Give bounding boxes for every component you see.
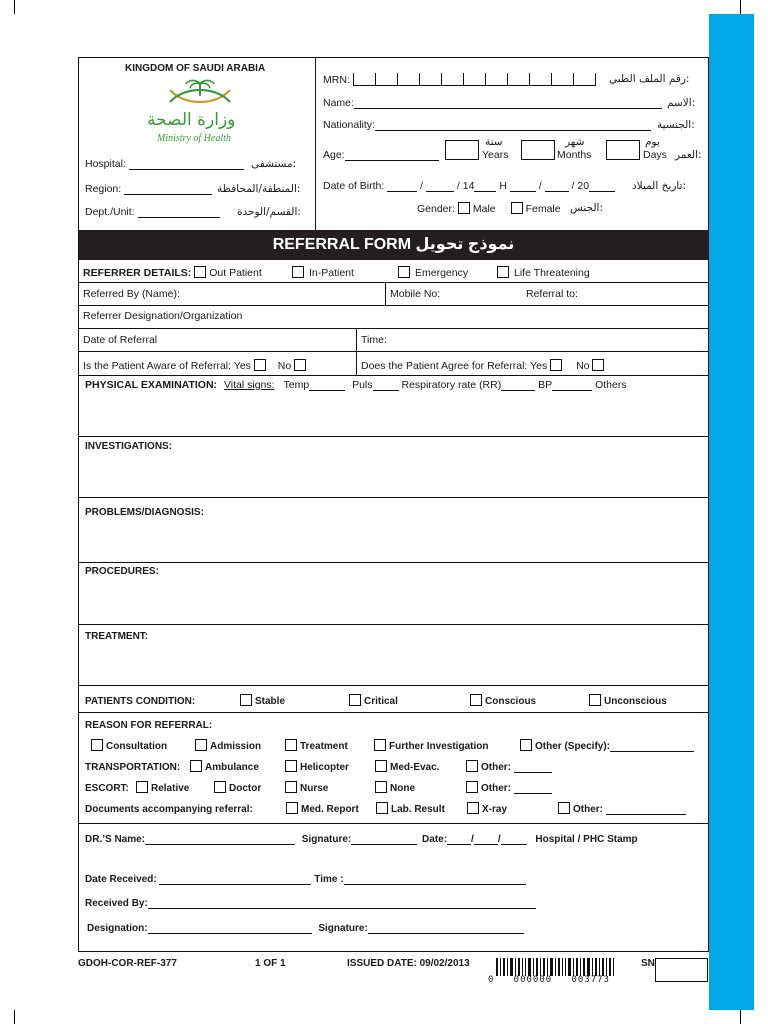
dept-label-en: Dept./Unit: — [85, 206, 135, 218]
dept-field[interactable] — [138, 209, 220, 218]
section-line — [79, 624, 708, 625]
escort-other-label: Other: — [481, 783, 511, 794]
dob-label-en: Date of Birth: — [323, 180, 385, 192]
further-investigation-checkbox[interactable] — [374, 739, 386, 751]
region-label — [85, 183, 212, 195]
gender-label-ar: :الجنس — [570, 202, 603, 214]
aware-no-checkbox[interactable] — [294, 359, 306, 371]
dr-date-year-field[interactable] — [501, 836, 527, 845]
age-months-ar: شهر — [565, 136, 585, 148]
transport-other-label: Other: — [481, 762, 511, 773]
dob-greg-year-field[interactable] — [589, 183, 615, 192]
conscious-option — [470, 694, 536, 707]
life-threatening-option — [497, 266, 590, 279]
age-label-en: Age: — [323, 149, 345, 161]
ambulance-label: Ambulance — [205, 762, 259, 773]
section-line — [79, 497, 708, 498]
documents-other-checkbox[interactable] — [558, 802, 570, 814]
lab-result-checkbox[interactable] — [376, 802, 388, 814]
female-checkbox[interactable] — [511, 202, 523, 214]
time-label: Time: — [361, 334, 387, 346]
age-field[interactable] — [345, 152, 439, 161]
consultation-label: Consultation — [106, 741, 168, 752]
dob-day-field[interactable] — [387, 183, 417, 192]
transport-other-checkbox[interactable] — [466, 760, 478, 772]
rr-label: Respiratory rate (RR) — [401, 379, 502, 391]
out-patient-checkbox[interactable] — [194, 266, 206, 278]
hospital-label-ar: :مستشفى — [251, 158, 297, 170]
nationality-label-en: Nationality: — [323, 119, 375, 131]
row-line — [79, 375, 708, 376]
mobile-label: Mobile No: — [390, 288, 441, 300]
referral-to-label: Referral to: — [526, 288, 578, 300]
hospital-label — [85, 158, 244, 170]
documents-other-label: Other: — [573, 804, 603, 815]
form-title-banner: REFERRAL FORM نموذج تحويل — [79, 230, 708, 260]
ambulance-checkbox[interactable] — [190, 760, 202, 772]
dob-label-ar: :تاريخ الميلاد — [632, 180, 687, 192]
section-line — [79, 712, 708, 713]
mrn-field[interactable] — [353, 73, 596, 86]
row-line — [79, 305, 708, 306]
treatment-checkbox[interactable] — [285, 739, 297, 751]
age-years-ar: سنة — [485, 136, 503, 148]
male-label: Male — [472, 203, 496, 215]
page-count: 1 OF 1 — [255, 958, 286, 969]
doctor-label: Doctor — [229, 783, 262, 794]
helicopter-checkbox[interactable] — [285, 760, 297, 772]
transport-other-field[interactable] — [514, 764, 552, 773]
lab-result-option — [376, 802, 445, 815]
section-line — [79, 823, 708, 824]
dr-name-row — [85, 834, 638, 845]
aware-yes-checkbox[interactable] — [254, 359, 266, 371]
agree-yes-checkbox[interactable] — [550, 359, 562, 371]
dr-date-sep: / — [497, 834, 501, 845]
rr-field[interactable] — [501, 382, 535, 391]
critical-label: Critical — [364, 696, 398, 707]
lab-result-label: Lab. Result — [391, 804, 445, 815]
unconscious-label: Unconscious — [604, 696, 667, 707]
agree-yes-label: Yes — [530, 360, 548, 372]
designation-row — [87, 923, 524, 934]
relative-option — [136, 781, 189, 794]
escort-other-option — [466, 781, 552, 794]
further-investigation-option — [374, 739, 488, 752]
bp-label: BP — [538, 379, 553, 391]
sn-label: SN — [641, 958, 655, 969]
dob-greg-day-field[interactable] — [510, 183, 536, 192]
unconscious-option — [589, 694, 667, 707]
dr-name-label: DR.’S Name: — [85, 834, 146, 845]
nationality-field[interactable] — [375, 122, 651, 131]
region-field[interactable] — [124, 186, 212, 195]
medevac-checkbox[interactable] — [375, 760, 387, 772]
time-received-label: Time : — [314, 874, 344, 885]
patient-condition-label: PATIENTS CONDITION: — [85, 696, 196, 707]
treatment-option — [285, 739, 348, 752]
xray-label: X-ray — [482, 804, 508, 815]
date-of-referral-label: Date of Referral — [83, 334, 158, 346]
admission-checkbox[interactable] — [195, 739, 207, 751]
temp-field[interactable] — [309, 382, 345, 391]
documents-other-field[interactable] — [606, 806, 686, 815]
dob-month-field[interactable] — [426, 183, 454, 192]
crop-mark-top-left — [14, 0, 15, 14]
gender-row — [417, 202, 561, 215]
none-option — [375, 781, 415, 794]
referrer-details-label: REFERRER DETAILS: — [83, 267, 192, 279]
emergency-checkbox[interactable] — [398, 266, 410, 278]
ministry-palm-swords-icon — [164, 78, 236, 108]
crop-mark-top-right — [740, 0, 741, 14]
vital-signs-label: Vital signs: — [223, 379, 275, 391]
relative-checkbox[interactable] — [136, 781, 148, 793]
relative-label: Relative — [151, 783, 190, 794]
dr-signature-label: Signature: — [301, 834, 352, 845]
emergency-option — [398, 266, 468, 279]
other-reason-checkbox[interactable] — [520, 739, 532, 751]
conscious-checkbox[interactable] — [470, 694, 482, 706]
age-days-box[interactable] — [606, 140, 640, 160]
received-by-label: Received By: — [85, 898, 148, 909]
admission-label: Admission — [210, 741, 262, 752]
aware-no-label: No — [277, 360, 292, 372]
xray-checkbox[interactable] — [467, 802, 479, 814]
row-line — [79, 328, 708, 329]
referrer-designation-label: Referrer Designation/Organization — [83, 310, 243, 322]
hospital-stamp-label: Hospital / PHC Stamp — [535, 834, 638, 845]
section-line — [79, 685, 708, 686]
header-divider — [315, 58, 316, 230]
further-investigation-label: Further Investigation — [389, 741, 489, 752]
male-checkbox[interactable] — [458, 202, 470, 214]
referred-by-label: Referred By (Name): — [83, 288, 180, 300]
age-days-en: Days — [643, 149, 667, 161]
receiver-signature-field[interactable] — [368, 925, 524, 934]
barcode-number: 0 000000 003773 — [488, 975, 610, 985]
nationality-label — [323, 119, 651, 131]
dept-label-ar: :القسم/الوحدة — [237, 206, 301, 218]
agree-label: Does the Patient Agree for Referral: — [361, 360, 528, 372]
consultation-checkbox[interactable] — [91, 739, 103, 751]
age-label-ar: :العمر — [675, 149, 702, 161]
dr-date-month-field[interactable] — [474, 836, 498, 845]
crop-mark-bottom-right — [740, 1010, 741, 1024]
conscious-label: Conscious — [485, 696, 537, 707]
dob-greg-month-field[interactable] — [545, 183, 569, 192]
received-by-field[interactable] — [148, 900, 536, 909]
mrn-label — [323, 73, 596, 86]
consultation-option — [91, 739, 167, 752]
escort-other-field[interactable] — [514, 785, 552, 794]
physical-exam-row — [85, 379, 627, 391]
dob-sep-3: / — [538, 180, 542, 192]
treatment-reason-label: Treatment — [300, 741, 348, 752]
documents-other-option — [558, 802, 686, 815]
stable-checkbox[interactable] — [240, 694, 252, 706]
name-label-en: Name: — [323, 97, 354, 109]
ministry-logo-english: Ministry of Health — [157, 133, 231, 144]
other-reason-option — [520, 739, 694, 752]
out-patient-label: Out Patient — [209, 267, 262, 279]
puls-label: Puls — [352, 379, 373, 391]
designation-field[interactable] — [148, 925, 312, 934]
critical-option — [349, 694, 398, 707]
agree-row — [361, 359, 607, 372]
none-checkbox[interactable] — [375, 781, 387, 793]
agree-no-label: No — [576, 360, 590, 372]
ministry-logo-arabic: وزارة الصحة — [147, 110, 236, 130]
doctor-checkbox[interactable] — [214, 781, 226, 793]
dr-name-field[interactable] — [145, 836, 295, 845]
problems-label: PROBLEMS/DIAGNOSIS: — [85, 507, 204, 518]
life-threatening-checkbox[interactable] — [497, 266, 509, 278]
referral-form — [78, 57, 709, 952]
section-line — [79, 436, 708, 437]
cell-divider — [385, 282, 386, 305]
dob-year-h-field[interactable] — [474, 183, 496, 192]
temp-label: Temp — [283, 379, 310, 391]
medevac-option — [375, 760, 439, 773]
dept-label — [85, 206, 220, 218]
dob-hijri-marker: H — [499, 180, 507, 192]
date-received-label: Date Received: — [85, 874, 157, 885]
referrer-details-row — [83, 266, 262, 279]
dob-label — [323, 180, 615, 192]
issued-date: ISSUED DATE: 09/02/2013 — [347, 958, 470, 969]
transportation-label: TRANSPORTATION: — [85, 762, 181, 773]
aware-row — [83, 359, 309, 372]
region-label-en: Region: — [85, 183, 122, 195]
dr-date-label: Date: — [422, 834, 448, 845]
age-months-en: Months — [557, 149, 592, 161]
escort-label: ESCORT: — [85, 783, 129, 794]
row-line — [79, 282, 708, 283]
nationality-label-ar: :الجنسية — [657, 119, 695, 131]
accent-strip — [709, 14, 754, 1010]
age-days-ar: يوم — [645, 136, 660, 148]
xray-option — [467, 802, 507, 815]
agree-no-checkbox[interactable] — [592, 359, 604, 371]
none-label: None — [390, 783, 415, 794]
reason-label: REASON FOR REFERRAL: — [85, 720, 213, 731]
nurse-label: Nurse — [300, 783, 329, 794]
name-label — [323, 97, 662, 109]
puls-field[interactable] — [373, 382, 399, 391]
helicopter-label: Helicopter — [300, 762, 349, 773]
treatment-label: TREATMENT: — [85, 631, 149, 642]
emergency-label: Emergency — [415, 267, 469, 279]
female-label: Female — [525, 203, 561, 215]
received-by-row — [85, 898, 536, 909]
name-field[interactable] — [354, 100, 662, 109]
doctor-option — [214, 781, 261, 794]
unconscious-checkbox[interactable] — [589, 694, 601, 706]
critical-checkbox[interactable] — [349, 694, 361, 706]
dr-date-sep: / — [471, 834, 474, 845]
date-received-row — [85, 874, 526, 885]
hospital-label-en: Hospital: — [85, 158, 126, 170]
mrn-label-en: MRN: — [323, 74, 350, 86]
gender-label-en: Gender: — [417, 203, 455, 215]
bp-field[interactable] — [552, 382, 592, 391]
stable-label: Stable — [255, 696, 286, 707]
receiver-signature-label: Signature: — [318, 923, 368, 934]
kingdom-title: KINGDOM OF SAUDI ARABIA — [125, 63, 266, 74]
med-report-option — [286, 802, 359, 815]
life-threatening-label: Life Threatening — [514, 267, 590, 279]
designation-label: Designation: — [87, 923, 148, 934]
other-reason-label: Other (Specify): — [535, 741, 611, 752]
in-patient-label: In-Patient — [309, 267, 354, 279]
nurse-checkbox[interactable] — [285, 781, 297, 793]
med-report-checkbox[interactable] — [286, 802, 298, 814]
section-line — [79, 562, 708, 563]
in-patient-option — [292, 266, 354, 279]
dr-date-day-field[interactable] — [447, 836, 471, 845]
dob-sep-1: / — [420, 180, 424, 192]
age-years-en: Years — [482, 149, 509, 161]
age-months-box[interactable] — [521, 140, 555, 160]
medevac-label: Med-Evac. — [390, 762, 440, 773]
time-received-field[interactable] — [344, 876, 526, 885]
mrn-label-ar: :رقم الملف الطبي — [609, 73, 690, 85]
dr-signature-field[interactable] — [351, 836, 417, 845]
physical-exam-label: PHYSICAL EXAMINATION: — [85, 379, 218, 391]
row-line — [79, 351, 708, 352]
dob-sep-4: / 20 — [571, 180, 590, 192]
form-code: GDOH-COR-REF-377 — [78, 958, 177, 969]
hospital-field[interactable] — [129, 161, 244, 170]
name-label-ar: :الاسم — [667, 97, 696, 109]
sn-field[interactable] — [655, 958, 708, 982]
transport-other-option — [466, 760, 552, 773]
barcode-icon — [496, 958, 614, 976]
escort-other-checkbox[interactable] — [466, 781, 478, 793]
med-report-label: Med. Report — [301, 804, 359, 815]
admission-option — [195, 739, 261, 752]
procedures-label: PROCEDURES: — [85, 566, 159, 577]
in-patient-checkbox[interactable] — [292, 266, 304, 278]
age-label — [323, 149, 439, 161]
other-reason-field[interactable] — [610, 743, 694, 752]
age-years-box[interactable] — [445, 140, 479, 160]
documents-label: Documents accompanying referral: — [85, 804, 253, 815]
date-received-field[interactable] — [159, 876, 311, 885]
others-label: Others — [595, 379, 627, 391]
dob-sep-2: / 14 — [456, 180, 475, 192]
aware-yes-label: Yes — [233, 360, 251, 372]
aware-label: Is the Patient Aware of Referral: — [83, 360, 232, 372]
region-label-ar: :المنطقة/المحافظة — [217, 183, 301, 195]
investigations-label: INVESTIGATIONS: — [85, 441, 173, 452]
helicopter-option — [285, 760, 349, 773]
stable-option — [240, 694, 285, 707]
nurse-option — [285, 781, 328, 794]
ambulance-option — [190, 760, 259, 773]
crop-mark-bottom-left — [14, 1010, 15, 1024]
